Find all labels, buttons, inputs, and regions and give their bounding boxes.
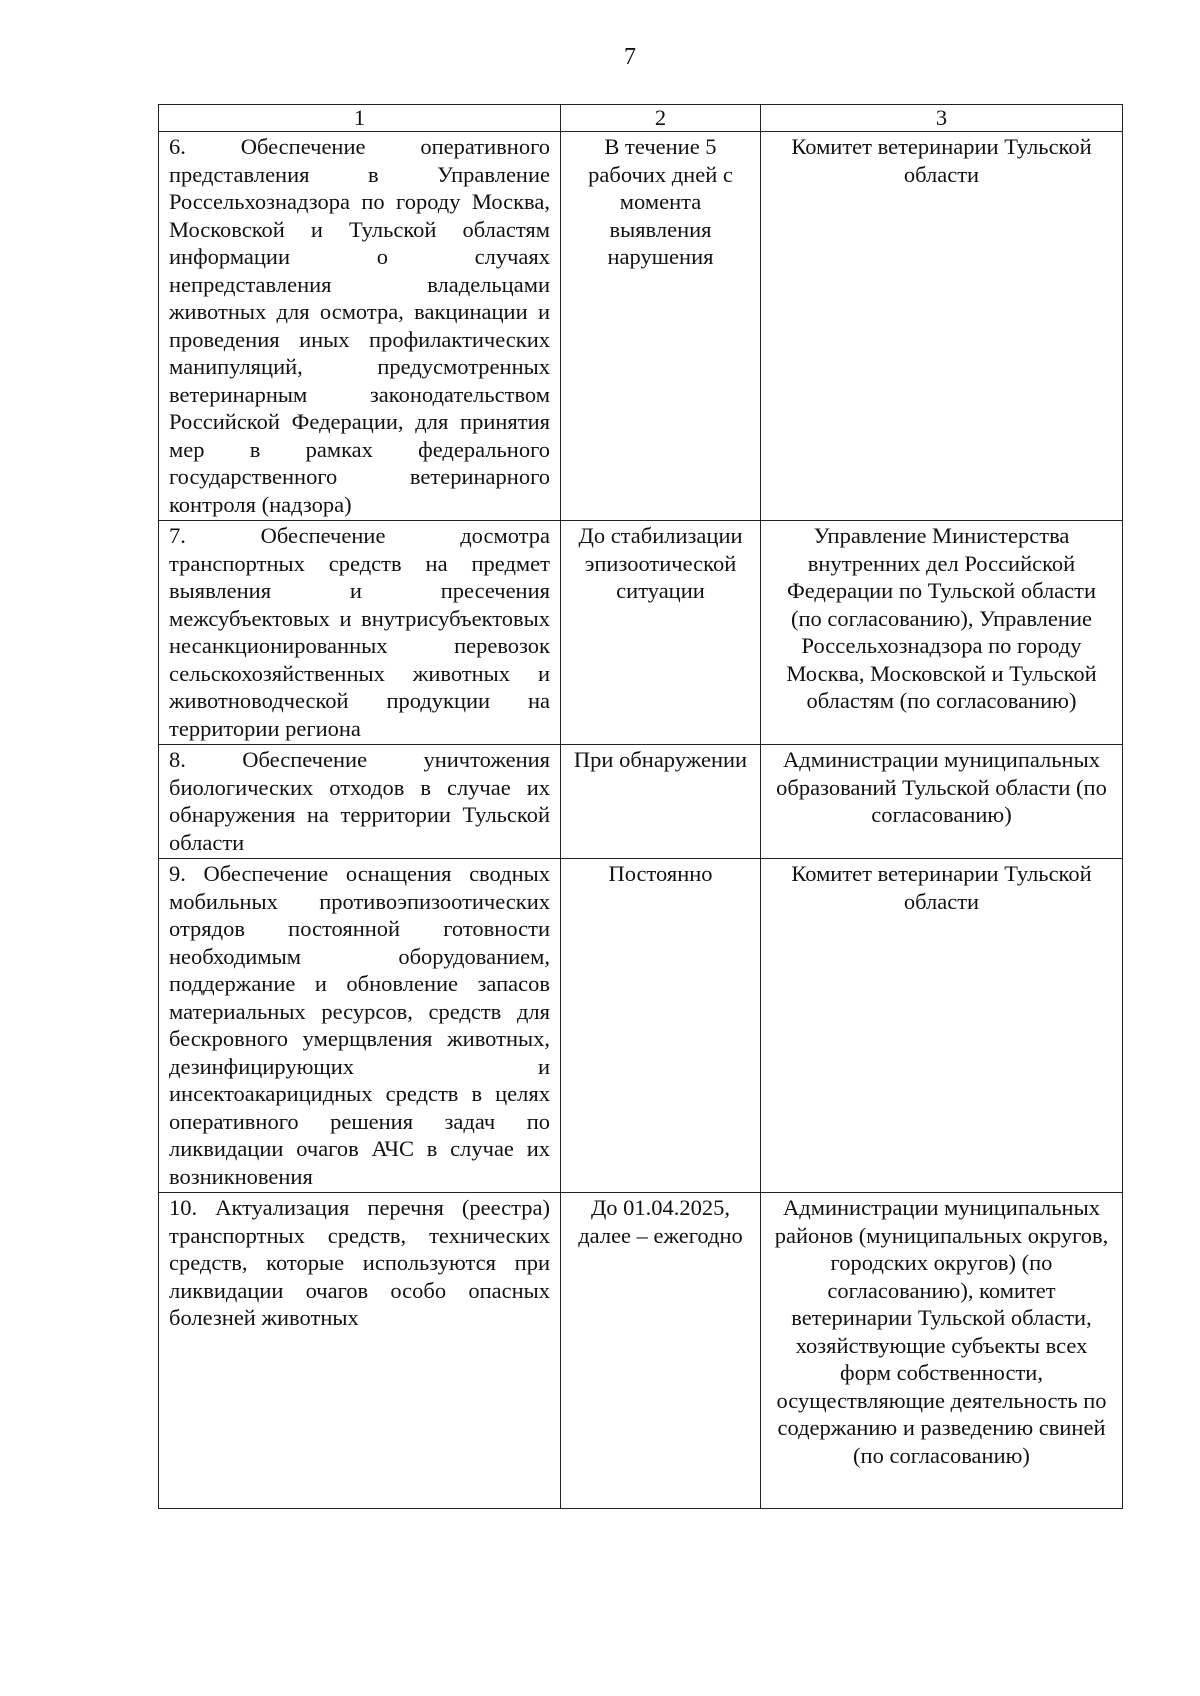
deadline-cell: Постоянно [561,859,761,1193]
deadline-cell: До 01.04.2025, далее – ежегодно [561,1193,761,1509]
deadline-cell: До стабилизации эпизоотической ситуации [561,521,761,745]
table-header-row [159,105,1123,132]
deadline-cell: При обнаружении [561,745,761,859]
table-row [159,132,1123,521]
measure-cell: 8. Обеспечение уничтожения биологических отходов в случае их обнаружения на территории Тульской области [159,745,561,859]
measure-cell: 7. Обеспечение досмотра транспортных средств на предмет выявления и пресечения межсубъектовых и внутрисубъектовых несанкционированных перевозок сельскохозяйственных животных и животноводческой продукции на территории региона [159,521,561,745]
measure-cell: 6. Обеспечение оперативного представления в Управление Россельхознадзора по городу Москва, Московской и Тульской областям информации о случаях непредставления владельцами животных для осмотра, вакцинации и проведения иных профилактических манипуляций, предусмотренных ветеринарным законодательством Российской Федерации, для принятия мер в рамках федерального государственного ветеринарного контроля (надзора) [159,132,561,521]
table-row [159,859,1123,1193]
table-row [159,745,1123,859]
responsible-cell: Комитет ветеринарии Тульской области [761,132,1123,521]
table-row [159,1193,1123,1509]
responsible-cell: Управление Министерства внутренних дел Российской Федерации по Тульской области (по согласованию), Управление Россельхознадзора по городу Москва, Московской и Тульской областям (по согласованию) [761,521,1123,745]
page-number: 7 [624,44,636,70]
responsible-cell: Администрации муниципальных районов (муниципальных округов, городских округов) (по согласованию), комитет ветеринарии Тульской области, хозяйствующие субъекты всех форм собственности, осуществляющие деятельность по содержанию и разведению свиней (по согласованию) [761,1193,1123,1509]
table-row [159,521,1123,745]
column-header-2: 2 [561,105,761,132]
responsible-cell: Администрации муниципальных образований Тульской области (по согласованию) [761,745,1123,859]
responsible-cell: Комитет ветеринарии Тульской области [761,859,1123,1193]
measures-table [158,104,1123,1509]
measure-cell: 9. Обеспечение оснащения сводных мобильных противоэпизоотических отрядов постоянной готовности необходимым оборудованием, поддержание и обновление запасов материальных ресурсов, средств для бескровного умерщвления животных, дезинфицирующих и инсектоакарицидных средств в целях оперативного решения задач по ликвидации очагов АЧС в случае их возникновения [159,859,561,1193]
deadline-cell: В течение 5 рабочих дней с момента выявления нарушения [561,132,761,521]
column-header-3: 3 [761,105,1123,132]
measure-cell: 10. Актуализация перечня (реестра) транспортных средств, технических средств, которые используются при ликвидации очагов особо опасных болезней животных [159,1193,561,1509]
column-header-1: 1 [159,105,561,132]
